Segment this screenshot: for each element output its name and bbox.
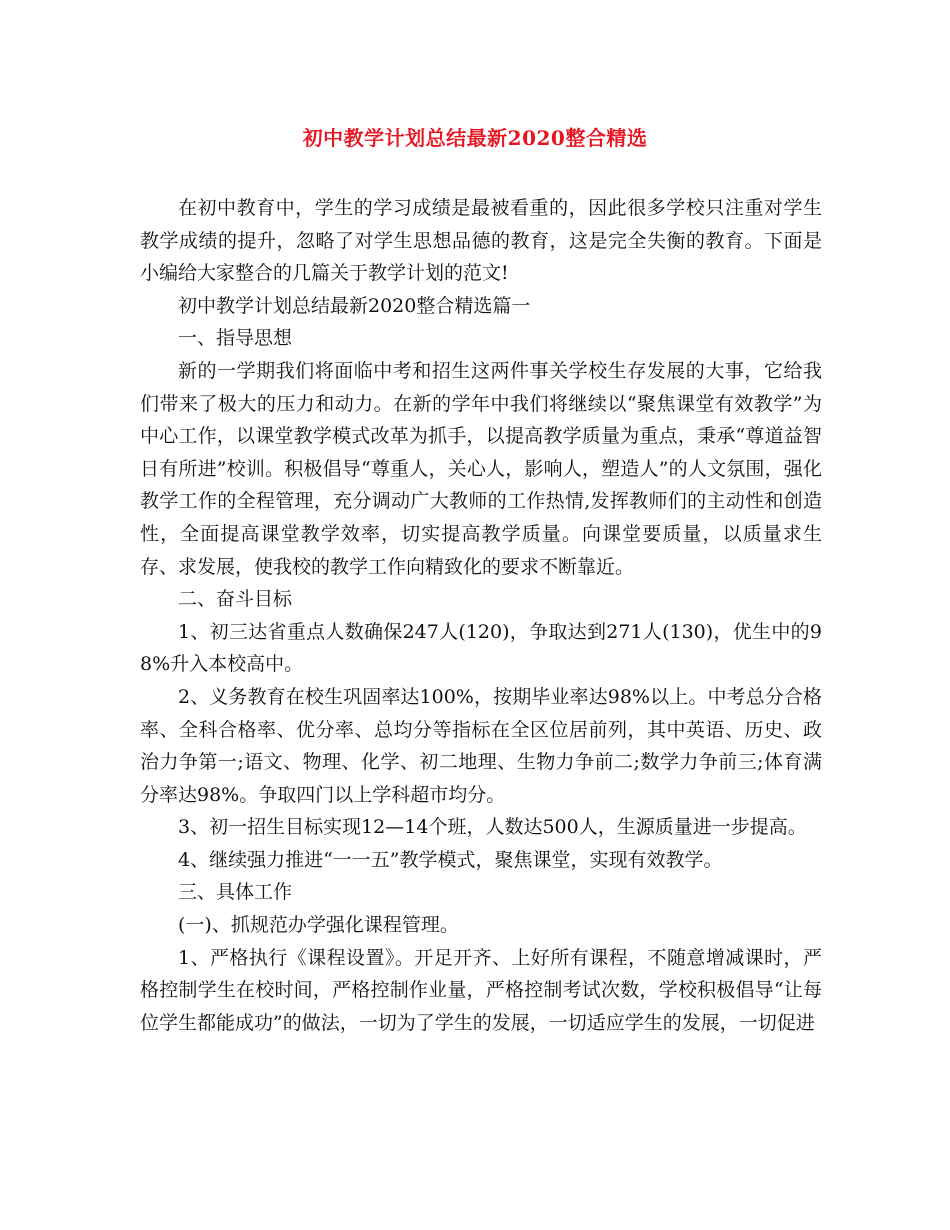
paragraph-goal-2: 2、义务教育在校生巩固率达100%，按期毕业率达98%以上。中考总分合格率、全科合格率、优分率、总均分等指标在全区位居前列，其中英语、历史、政治力争第一;语文、物理、化学、初二地理、生物力争前二;数学力争前三;体育满分率达98%。争取四门以上学科超市均分。 bbox=[140, 685, 822, 806]
section-heading-specific-work: 三、具体工作 bbox=[178, 881, 293, 904]
document-title: 初中教学计划总结最新2020整合精选 bbox=[302, 126, 648, 150]
section-heading-goals: 二、奋斗目标 bbox=[178, 588, 293, 611]
paragraph-goal-4: 4、继续强力推进“一一五”教学模式，聚焦课堂，实现有效教学。 bbox=[178, 848, 723, 871]
paragraph-part-heading: 初中教学计划总结最新2020整合精选篇一 bbox=[178, 294, 531, 317]
paragraph-goal-3: 3、初一招生目标实现12—14个班，人数达500人，生源质量进一步提高。 bbox=[178, 816, 807, 839]
paragraph-course-setting: 1、严格执行《课程设置》。开足开齐、上好所有课程，不随意增减课时，严格控制学生在校时间，严格控制作业量，严格控制考试次数，学校积极倡导“让每位学生都能成功”的做法，一切为了学生的发展，一切适应学生的发展，一切促进 bbox=[140, 946, 822, 1034]
paragraph-intro: 在初中教育中，学生的学习成绩是最被看重的，因此很多学校只注重对学生教学成绩的提升，忽略了对学生思想品德的教育，这是完全失衡的教育。下面是小编给大家整合的几篇关于教学计划的范文! bbox=[140, 197, 822, 285]
document-body bbox=[140, 192, 822, 1039]
subsection-heading-course-management: (一)、抓规范办学强化课程管理。 bbox=[178, 914, 459, 937]
paragraph-guiding-thought: 新的一学期我们将面临中考和招生这两件事关学校生存发展的大事，它给我们带来了极大的压力和动力。在新的学年中我们将继续以“聚焦课堂有效教学”为中心工作，以课堂教学模式改革为抓手，以提高教学质量为重点，秉承“尊道益智日有所进”校训。积极倡导“尊重人，关心人，影响人，塑造人”的人文氛围，强化教学工作的全程管理，充分调动广大教师的工作热情,发挥教师们的主动性和创造性，全面提高课堂教学效率，切实提高教学质量。向课堂要质量，以质量求生存、求发展，使我校的教学工作向精致化的要求不断靠近。 bbox=[140, 359, 822, 578]
paragraph-goal-1: 1、初三达省重点人数确保247人(120)，争取达到271人(130)，优生中的98%升入本校高中。 bbox=[140, 620, 822, 676]
section-heading-guiding-thought: 一、指导思想 bbox=[178, 327, 293, 350]
